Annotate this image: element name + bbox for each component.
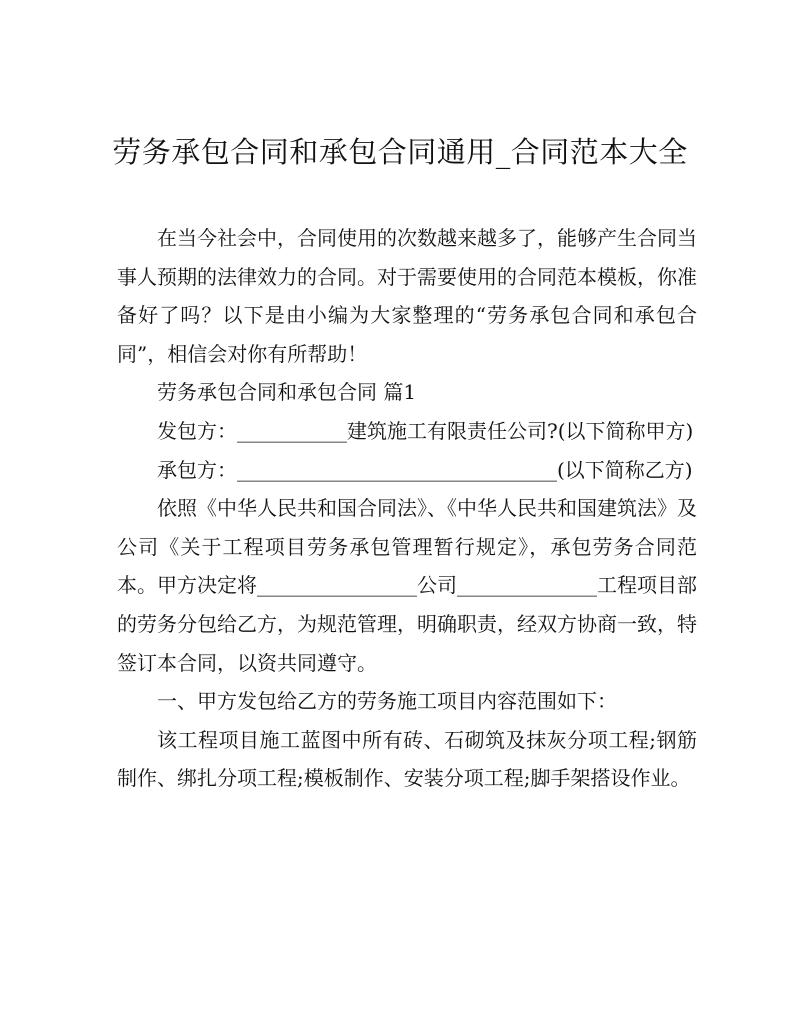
clause-heading: 一、甲方发包给乙方的劳务施工项目内容范围如下：: [157, 689, 617, 714]
scope-paragraph: 该工程项目施工蓝图中所有砖、石砌筑及抹灰分项工程;钢筋制作、绑扎分项工程;模板制作、安装分项工程;脚手架搭设作业。: [117, 727, 697, 791]
document-body: [117, 219, 697, 798]
employer-line: 发包方：___________建筑施工有限责任公司?(以下简称甲方): [157, 418, 694, 443]
document-title: 劳务承包合同和承包合同通用_合同范本大全: [112, 135, 688, 169]
intro-paragraph: 在当今社会中，合同使用的次数越来越多了，能够产生合同当事人预期的法律效力的合同。对于需要使用的合同范本模板，你准备好了吗？以下是由小编为大家整理的“劳务承包合同和承包合同”，相信会对你有所帮助！: [117, 226, 697, 366]
contractor-line: 承包方：________________________________(以下简称乙方): [157, 457, 693, 482]
basis-paragraph: 依照《中华人民共和国合同法》、《中华人民共和国建筑法》及公司《关于工程项目劳务承包管理暂行规定》，承包劳务合同范本。甲方决定将________________公司______________工程项目部的劳务分包给乙方，为规范管理，明确职责，经双方协商一致，特签订本合同，以资共同遵守。: [117, 496, 697, 675]
section-heading: 劳务承包合同和承包合同 篇1: [157, 380, 417, 405]
